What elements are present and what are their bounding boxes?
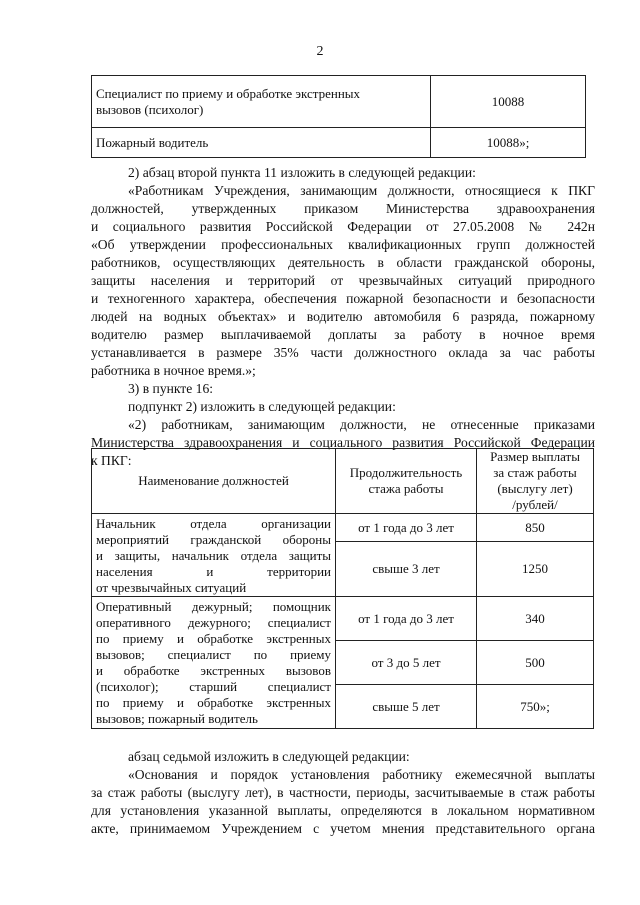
position-name-line: (психолог); старший специалист (96, 679, 331, 694)
header-line: /рублей/ (512, 497, 558, 512)
header-positions: Наименование должностей (92, 449, 336, 514)
duration-cell: свыше 5 лет (336, 685, 477, 729)
positions-group-1 (92, 514, 336, 597)
quote-line: Министерства здравоохранения и социального развития Российской Федерации (91, 435, 595, 450)
header-line: (выслугу лет) (497, 481, 573, 496)
position-name-line: вызовов; специалист по приему (96, 647, 331, 662)
header-duration (336, 449, 477, 514)
paragraph-item-2: 2) абзац второй пункта 11 изложить в следующей редакции: (128, 165, 476, 180)
seniority-payment-table (91, 448, 594, 729)
amount-cell: 750»; (477, 685, 594, 729)
amount-cell: 850 (477, 514, 594, 542)
position-name-line: Оперативный дежурный; помощник (96, 599, 331, 614)
position-name-line: по приему и обработке экстренных (96, 695, 331, 710)
position-name-line: и обработке экстренных вызовов (96, 663, 331, 678)
value-cell: 10088 (431, 76, 586, 128)
position-name-line: вызовов (психолог) (96, 101, 204, 117)
table-header-row (92, 449, 594, 514)
header-line: стажа работы (368, 481, 444, 496)
quote-line: для установления указанной выплаты, определяются в локальном нормативном (91, 803, 595, 818)
quote-line: людей на водных объектах» и водителю автомобиля 6 разряда, пожарному (91, 309, 595, 324)
position-name-line: вызовов; пожарный водитель (96, 711, 258, 726)
table-row (92, 128, 586, 158)
paragraph-seventh: абзац седьмой изложить в следующей редакции: (128, 749, 410, 764)
quote-line: водителю размер выплачиваемой доплаты за работу в ночное время (91, 327, 595, 342)
quote-line: устанавливается в размере 35% части должностного оклада за час работы (91, 345, 595, 360)
position-name-line: Пожарный водитель (96, 134, 209, 150)
quote-line: и социального развития Российской Федерации от 27.05.2008 № 242н (91, 219, 595, 234)
header-line: за стаж работы (493, 465, 577, 480)
position-name-line: по приему и обработке экстренных (96, 631, 331, 646)
position-name-line: оперативного дежурного; специалист (96, 615, 331, 630)
table-row (92, 76, 586, 128)
salary-table-continuation (91, 75, 586, 158)
quote-line: и техногенного характера, обеспечения пожарной безопасности и безопасности (91, 291, 595, 306)
position-name-line: населения и территории (96, 564, 331, 579)
quote-line: «Основания и порядок установления работнику ежемесячной выплаты (128, 767, 595, 782)
quote-line: «2) работникам, занимающим должности, не отнесенные приказами (128, 417, 595, 432)
value-cell: 10088»; (431, 128, 586, 158)
quote-line: защиты населения и территорий от чрезвычайных ситуаций природного (91, 273, 595, 288)
amount-cell: 340 (477, 597, 594, 641)
table-row (92, 597, 594, 641)
header-line: Размер выплаты (490, 449, 580, 464)
position-name-line: и защиты, начальник отдела защиты (96, 548, 331, 563)
duration-cell: от 3 до 5 лет (336, 641, 477, 685)
positions-group-2 (92, 597, 336, 729)
table-row (92, 514, 594, 542)
amount-cell: 500 (477, 641, 594, 685)
paragraph-item-3: 3) в пункте 16: (128, 381, 214, 396)
quote-line: «Об утверждении профессиональных квалификационных групп должностей (91, 237, 595, 252)
quote-line: за стаж работы (выслугу лет), в частности, периоды, засчитываемые в стаж работы (91, 785, 595, 800)
position-name-line: от чрезвычайных ситуаций (96, 580, 247, 595)
quote-line: должностей, утвержденных приказом Министерства здравоохранения (91, 201, 595, 216)
position-name-line: Начальник отдела организации (96, 516, 331, 531)
duration-cell: от 1 года до 3 лет (336, 597, 477, 641)
amount-cell: 1250 (477, 542, 594, 597)
header-line: Продолжительность (349, 465, 463, 480)
quote-block-3 (91, 766, 595, 838)
position-cell (92, 128, 431, 158)
position-name-line: мероприятий гражданской обороны (96, 532, 331, 547)
duration-cell: от 1 года до 3 лет (336, 514, 477, 542)
paragraph-subitem: подпункт 2) изложить в следующей редакции: (128, 399, 396, 414)
quote-line: «Работникам Учреждения, занимающим должности, относящиеся к ПКГ (128, 183, 595, 198)
quote-line: работников, осуществляющих деятельность в области гражданской обороны, (91, 255, 595, 270)
quote-line: акте, принимаемом Учреждением с учетом мнения представительного органа (91, 821, 595, 836)
duration-cell: свыше 3 лет (336, 542, 477, 597)
header-amount (477, 449, 594, 514)
quote-line: работника в ночное время.»; (91, 363, 256, 378)
position-name-line: Специалист по приему и обработке экстренных (96, 85, 361, 101)
quote-line: к ПКГ: (91, 453, 132, 468)
quote-block-1 (91, 182, 595, 380)
position-cell (92, 76, 431, 128)
page-number: 2 (316, 44, 324, 59)
